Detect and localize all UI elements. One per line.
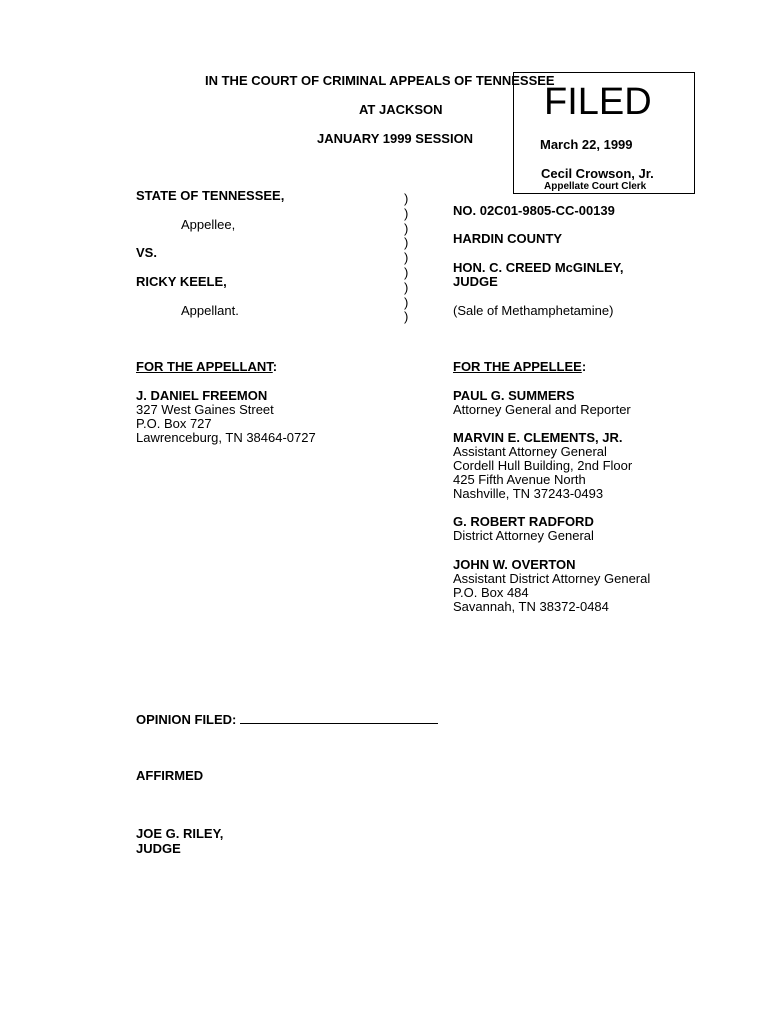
address-line: Nashville, TN 37243-0493 (453, 486, 604, 501)
paren: ) (404, 264, 409, 280)
colon: : (581, 359, 587, 374)
trial-judge-line2: JUDGE (453, 274, 498, 289)
case-number: NO. 02C01-9805-CC-00139 (453, 203, 615, 218)
offense: (Sale of Methamphetamine) (453, 303, 614, 318)
address-line: Savannah, TN 38372-0484 (453, 599, 609, 614)
attorney-name: J. DANIEL FREEMON (136, 388, 268, 403)
paren: ) (404, 220, 409, 236)
attorney-title: Assistant District Attorney General (453, 571, 651, 586)
opinion-author-title: JUDGE (136, 841, 181, 856)
attorney-name: PAUL G. SUMMERS (453, 388, 575, 403)
opinion-filed-label: OPINION FILED: (136, 712, 237, 727)
paren: ) (404, 309, 409, 325)
opinion-filed-line (136, 711, 438, 727)
appellant-counsel-heading (136, 360, 277, 374)
filed-stamp (513, 72, 695, 194)
attorney-name: JOHN W. OVERTON (453, 557, 576, 572)
appellant-heading-text: FOR THE APPELLANT (136, 359, 273, 374)
address-line: Cordell Hull Building, 2nd Floor (453, 458, 633, 473)
appellee-counsel-radford (453, 515, 594, 543)
trial-judge-line1: HON. C. CREED McGINLEY, (453, 260, 624, 275)
appellee-heading-text: FOR THE APPELLEE (453, 359, 582, 374)
appellee-counsel-clements (453, 431, 632, 501)
county: HARDIN COUNTY (453, 231, 563, 246)
appellant-party-name: RICKY KEELE, (136, 274, 227, 289)
clerk-name: Cecil Crowson, Jr. (541, 166, 654, 181)
colon: : (272, 359, 278, 374)
address-line: Lawrenceburg, TN 38464-0727 (136, 430, 316, 445)
filed-word: FILED (544, 81, 652, 123)
opinion-filed-blank (240, 711, 438, 724)
attorney-title: Assistant Attorney General (453, 444, 607, 459)
court-session: JANUARY 1999 SESSION (317, 131, 474, 146)
clerk-title: Appellate Court Clerk (544, 181, 647, 192)
paren: ) (404, 294, 409, 310)
paren: ) (404, 250, 409, 266)
address-line: 425 Fifth Avenue North (453, 472, 586, 487)
attorney-name: MARVIN E. CLEMENTS, JR. (453, 430, 623, 445)
appellee-role: Appellee, (181, 217, 236, 232)
filed-date: March 22, 1999 (540, 137, 633, 152)
versus: VS. (136, 245, 157, 260)
paren: ) (404, 205, 409, 221)
court-title: IN THE COURT OF CRIMINAL APPEALS OF TENNESSEE (205, 73, 555, 88)
caption-parentheses (404, 192, 408, 325)
appellee-counsel-heading (453, 360, 586, 374)
appellee-party-name: STATE OF TENNESSEE, (136, 188, 285, 203)
address-line: P.O. Box 727 (136, 416, 212, 431)
paren: ) (404, 279, 409, 295)
address-line: P.O. Box 484 (453, 585, 529, 600)
appellant-role: Appellant. (181, 303, 239, 318)
attorney-title: Attorney General and Reporter (453, 402, 631, 417)
opinion-author-name: JOE G. RILEY, (136, 826, 224, 841)
appellee-counsel-summers (453, 389, 631, 417)
paren: ) (404, 191, 409, 206)
court-location: AT JACKSON (359, 102, 443, 117)
appellant-counsel-block (136, 389, 316, 445)
attorney-title: District Attorney General (453, 528, 594, 543)
paren: ) (404, 235, 409, 251)
address-line: 327 West Gaines Street (136, 402, 274, 417)
disposition: AFFIRMED (136, 768, 204, 783)
appellee-counsel-overton (453, 558, 650, 614)
attorney-name: G. ROBERT RADFORD (453, 514, 594, 529)
